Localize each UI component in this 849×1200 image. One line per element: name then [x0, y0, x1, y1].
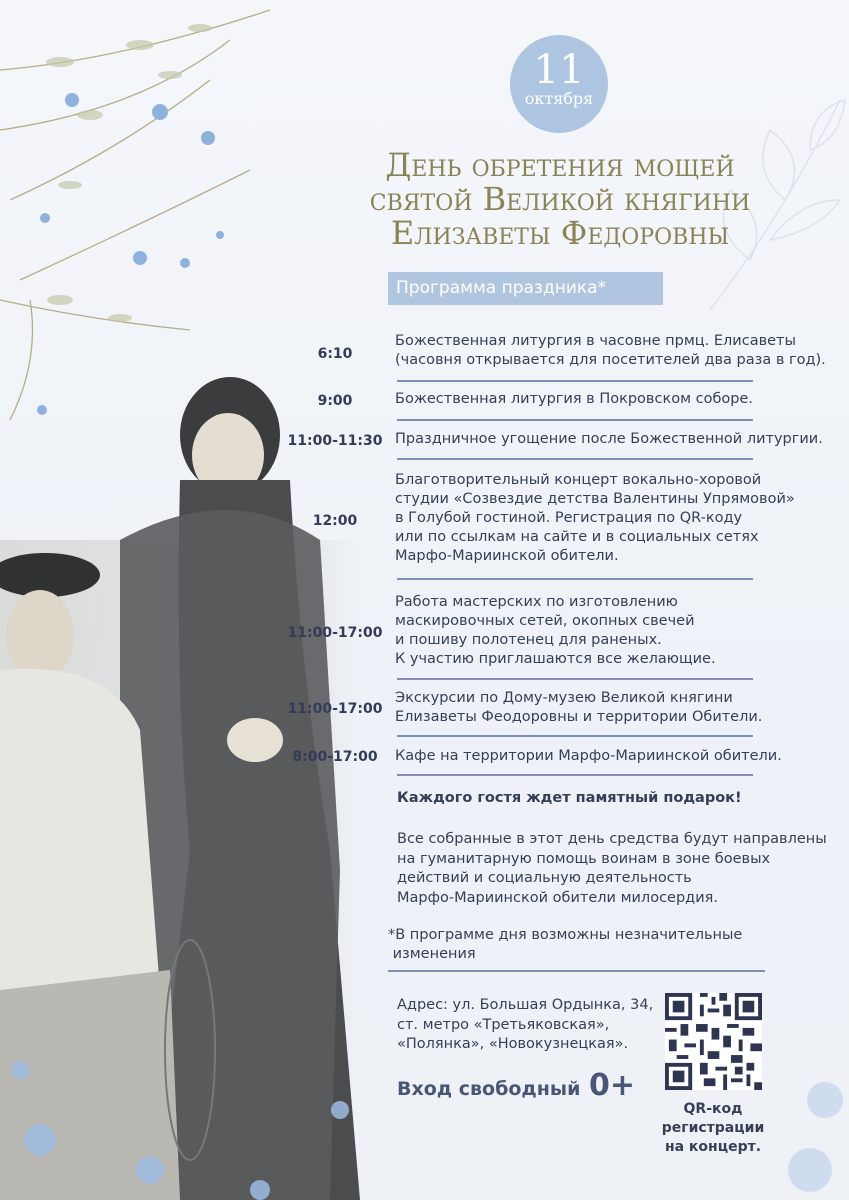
separator [397, 678, 753, 680]
qr-caption-line: QR-код [683, 1101, 743, 1117]
address-line: Адрес: ул. Большая Ордынка, 34, [397, 997, 654, 1013]
schedule-line: маскировочных сетей, окопных свечей [395, 613, 695, 629]
schedule-description [395, 430, 835, 449]
schedule-line: Божественная литургия в Покровском соборе. [395, 391, 754, 407]
free-entry [397, 1068, 635, 1103]
age-rating: 0+ [589, 1068, 636, 1103]
separator [397, 380, 753, 382]
funds-line: Марфо-Мариинской обители милосердия. [397, 889, 718, 906]
schedule-line: Работа мастерских по изготовлению [395, 594, 678, 610]
date-badge [510, 35, 608, 133]
schedule-line: Елизаветы Феодоровны и территории Обители. [395, 709, 763, 725]
note-line: *В программе дня возможны незначительные [388, 927, 743, 943]
schedule-line: в Голубой гостиной. Регистрация по QR-коду [395, 510, 743, 526]
separator [397, 774, 753, 776]
separator [397, 458, 753, 460]
qr-caption-line: на концерт. [664, 1139, 762, 1155]
schedule-time: 9:00 [317, 393, 353, 409]
funds-line: действий и социальную деятельность [397, 870, 692, 886]
schedule-line: Благотворительный концерт вокально-хоровой [395, 472, 762, 488]
schedule-line: Божественная литургия в часовне прмц. Елисаветы [395, 333, 796, 349]
program-note [388, 926, 742, 964]
address [397, 996, 653, 1055]
schedule-time: 11:00-11:30 [287, 433, 383, 449]
funds-line: на гуманитарную помощь воинам в зоне боевых [397, 850, 771, 867]
schedule-description [395, 471, 835, 566]
free-entry-label: Вход свободный [397, 1078, 581, 1100]
schedule-description [395, 689, 835, 727]
separator [397, 578, 753, 580]
schedule-line: студии «Созвездие детства Валентины Упрямовой» [395, 491, 795, 507]
schedule-time: 8:00-17:00 [292, 749, 378, 765]
address-line: «Полянка», «Новокузнецкая». [397, 1036, 629, 1052]
schedule-time: 6:10 [317, 346, 353, 362]
schedule-description [395, 747, 835, 766]
schedule-line: Праздничное угощение после Божественной литургии. [395, 431, 823, 447]
schedule-time: 11:00-17:00 [287, 701, 383, 717]
historic-photo [0, 370, 400, 1200]
title-line: День обретения мощей [385, 146, 735, 184]
address-line: ст. метро «Третьяковская», [397, 1016, 610, 1033]
title-line: святой Великой княгини [369, 180, 751, 218]
page-title [300, 148, 820, 250]
date-month: октября [524, 89, 594, 108]
schedule-line: Марфо-Мариинской обители. [395, 548, 619, 564]
schedule-description [395, 593, 835, 669]
gift-notice: Каждого гостя ждет памятный подарок! [397, 790, 742, 806]
separator [397, 735, 753, 737]
funds-notice [397, 830, 827, 908]
qr-caption-line: регистрации [661, 1120, 765, 1136]
schedule-description [395, 390, 835, 409]
schedule-line: (часовня открывается для посетителей два раза в год). [395, 352, 826, 368]
separator [388, 970, 765, 972]
program-header: Программа праздника* [388, 272, 663, 305]
schedule-time: 12:00 [312, 513, 358, 529]
qr-code-icon[interactable] [665, 993, 762, 1090]
funds-line: Все собранные в этот день средства будут направлены [397, 831, 827, 847]
date-day: 11 [533, 47, 585, 93]
qr-caption [660, 1100, 766, 1157]
schedule-line: и пошиву полотенец для раненых. [395, 632, 662, 648]
flower-decoration-icon [780, 1060, 849, 1200]
schedule-time: 11:00-17:00 [287, 625, 383, 641]
schedule-line: Экскурсии по Дому-музею Великой княгини [395, 690, 733, 706]
separator [397, 419, 753, 421]
schedule-line: Кафе на территории Марфо-Мариинской обители. [395, 748, 782, 764]
schedule-line: К участию приглашаются все желающие. [395, 651, 716, 667]
schedule-line: или по ссылкам на сайте и в социальных сетях [395, 529, 759, 545]
note-line: изменения [388, 946, 476, 962]
schedule-description [395, 332, 835, 370]
title-line: Елизаветы Федоровны [390, 214, 730, 252]
